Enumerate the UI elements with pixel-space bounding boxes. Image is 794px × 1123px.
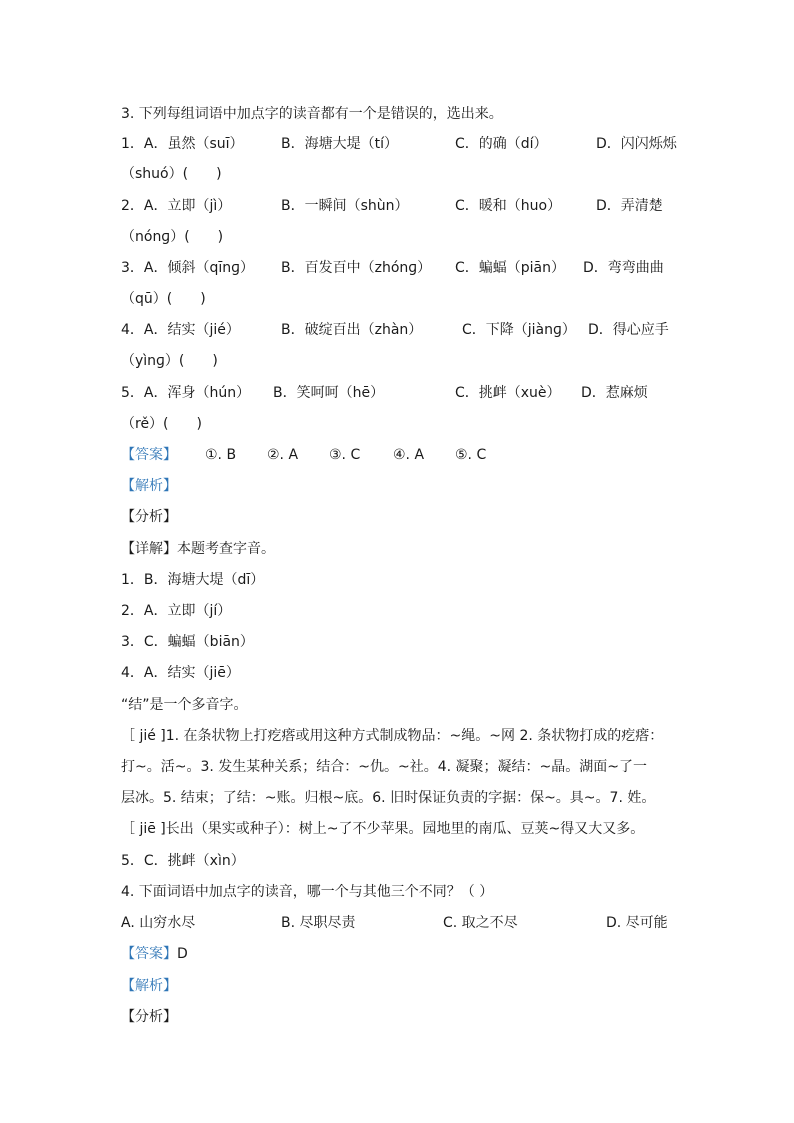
q3-item-3-option-c: C．蝙蝠（piān） bbox=[455, 260, 566, 276]
q4-option-a: A. 山穷水尽 bbox=[121, 915, 196, 931]
q3-item-5-option-d: D．惹麻烦 bbox=[581, 385, 648, 401]
q3-item-1-option-c: C．的确（dí） bbox=[455, 136, 548, 152]
q4-options bbox=[121, 912, 681, 934]
explanation-10: 5．C．挑衅（xìn） bbox=[121, 853, 245, 869]
q4-fenxi-label: 【分析】 bbox=[121, 1009, 177, 1025]
q3-item-5-option-b: B．笑呵呵（hē） bbox=[273, 385, 385, 401]
q3-item-1 bbox=[121, 133, 681, 155]
detail-line bbox=[121, 538, 681, 560]
q3-item-2-option-d: D．弄清楚 bbox=[596, 198, 663, 214]
q3-item-2-option-a: 2．A．立即（jì） bbox=[121, 198, 232, 214]
q4-answer-value: D bbox=[177, 946, 188, 962]
q3-item-2-cont: （nónɡ）( ) bbox=[121, 229, 224, 245]
explanation-3: 3．C．蝙蝠（biān） bbox=[121, 634, 254, 650]
q3-item-2-option-b: B．一瞬间（shùn） bbox=[281, 198, 409, 214]
question-4-title: 4. 下面词语中加点字的读音，哪一个与其他三个不同？（ ） bbox=[121, 884, 494, 900]
q3-item-4-cont: （yìnɡ）( ) bbox=[121, 353, 218, 369]
q4-option-d: D. 尽可能 bbox=[606, 915, 668, 931]
explanation-5: “结”是一个多音字。 bbox=[121, 697, 248, 713]
q3-item-3-option-b: B．百发百中（zhónɡ） bbox=[281, 260, 432, 276]
answer-item-4: ④. A bbox=[393, 447, 425, 463]
explanation-9: ［ jiē ]长出（果实或种子）：树上~了不少苹果。园地里的南瓜、豆荚~得又大又多。 bbox=[121, 821, 645, 837]
explanation-1: 1．B．海塘大堤（dī） bbox=[121, 572, 265, 588]
q3-item-5 bbox=[121, 382, 681, 404]
explanation-4: 4．A．结实（jiē） bbox=[121, 665, 240, 681]
q3-item-4-option-c: C．下降（jiànɡ） bbox=[462, 322, 576, 338]
q3-item-5-option-a: 5．A．浑身（hún） bbox=[121, 385, 251, 401]
analysis-label: 【解析】 bbox=[121, 478, 177, 494]
q4-answer-row bbox=[121, 943, 681, 965]
q3-item-3-cont: （qū）( ) bbox=[121, 291, 206, 307]
detail-text: 本题考查字音。 bbox=[177, 541, 275, 557]
q4-analysis-label: 【解析】 bbox=[121, 978, 177, 994]
q3-item-4-option-b: B．破绽百出（zhàn） bbox=[281, 322, 423, 338]
explanation-8: 层冰。5. 结束；了结：~账。归根~底。6. 旧时保证负责的字据：保~。具~。7. 姓。 bbox=[121, 790, 656, 806]
q3-item-4 bbox=[121, 319, 681, 341]
q3-item-2 bbox=[121, 195, 681, 217]
answer-label: 【答案】 bbox=[121, 447, 177, 463]
q3-item-5-cont: （rě）( ) bbox=[121, 416, 202, 432]
explanation-7: 打~。活~。3. 发生某种关系；结合：~仇。~社。4. 凝聚；凝结：~晶。湖面~了一 bbox=[121, 759, 647, 775]
q3-item-1-cont: （shuó）( ) bbox=[121, 166, 222, 182]
q3-item-3 bbox=[121, 257, 681, 279]
answer-item-3: ③. C bbox=[329, 447, 361, 463]
explanation-6: ［ jié ]1. 在条状物上打疙瘩或用这种方式制成物品：~绳。~网 2. 条状物打成的疙瘩： bbox=[121, 728, 664, 744]
q3-item-4-option-d: D．得心应手 bbox=[588, 322, 669, 338]
q3-item-4-option-a: 4．A．结实（jié） bbox=[121, 322, 240, 338]
answer-item-5: ⑤. C bbox=[455, 447, 487, 463]
question-3-title: 3. 下列每组词语中加点字的读音都有一个是错误的，选出来。 bbox=[121, 106, 503, 122]
q3-item-1-option-a: 1．A．虽然（suī） bbox=[121, 136, 244, 152]
explanation-2: 2．A．立即（jí） bbox=[121, 603, 232, 619]
fenxi-label: 【分析】 bbox=[121, 509, 177, 525]
answer-item-2: ②. A bbox=[267, 447, 299, 463]
q3-item-5-option-c: C．挑衅（xuè） bbox=[455, 385, 561, 401]
answer-item-1: ①. B bbox=[205, 447, 237, 463]
q4-option-b: B. 尽职尽责 bbox=[281, 915, 356, 931]
q3-item-3-option-a: 3．A．倾斜（qīnɡ） bbox=[121, 260, 255, 276]
q3-item-1-option-b: B．海塘大堤（tí） bbox=[281, 136, 398, 152]
q3-answer-row bbox=[121, 444, 681, 466]
q3-item-1-option-d: D．闪闪烁烁 bbox=[596, 136, 677, 152]
q3-item-3-option-d: D．弯弯曲曲 bbox=[583, 260, 664, 276]
detail-label: 【详解】 bbox=[121, 541, 177, 557]
q4-option-c: C. 取之不尽 bbox=[443, 915, 518, 931]
q4-answer-label: 【答案】 bbox=[121, 946, 177, 962]
q3-item-2-option-c: C．暖和（huo） bbox=[455, 198, 562, 214]
